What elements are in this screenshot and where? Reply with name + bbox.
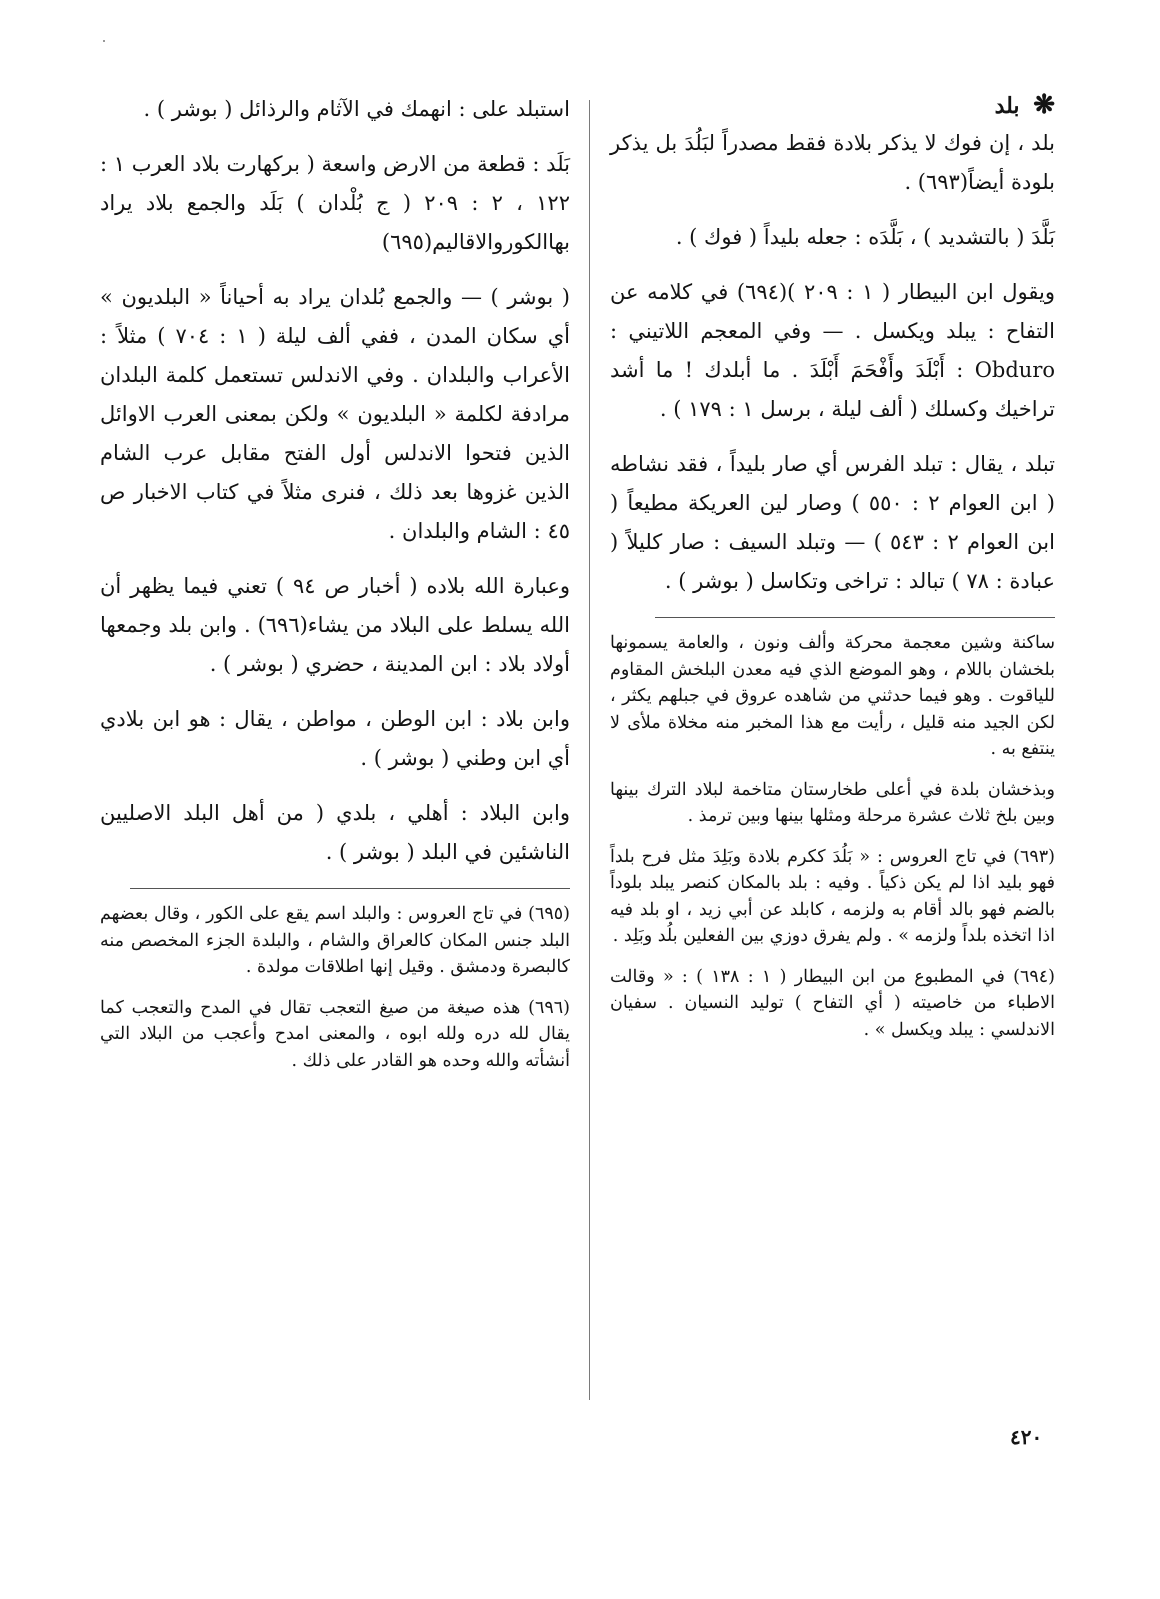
paragraph: استبلد على : انهمك في الآثام والرذائل ( بوشر ) . [143,97,570,121]
asterism-icon: ❋ [1033,90,1055,120]
paragraph: ويقول ابن البيطار ( ١ : ٢٠٩ )(٦٩٤) في كلامه عن التفاح : يبلد ويكسل . — وفي المعجم اللاتيني : Obduro : أَبْلَدَ وأَفْحَمَ أَبْلَدَ . ما أبلدك ! ما أشد تراخيك وكسلك ( ألف ليلة ، برسل ١ : ١٧٩ ) . [610,280,1055,421]
footnote-694: (٦٩٤) في المطبوع من ابن البيطار ( ١ : ١٣٨ ) : « وقالت الاطباء من خاصيته ( أي التفاح ) توليد النسيان . سفيان الاندلسي : يبلد ويكسل » . [610,966,1055,1040]
paragraph: ( بوشر ) — والجمع بُلدان يراد به أحياناً « البلديون » أي سكان المدن ، ففي ألف ليلة ( ١ : ٧٠٤ ) مثلاً : الأعراب والبلدان . وفي الاندلس تستعمل كلمة البلدان مرادفة لكلمة « البلديون » ولكن بمعنى العرب الاوائل الذين فتحوا الاندلس أول الفتح مقابل عرب الشام الذين غزوها بعد ذلك ، فنرى مثلاً في كتاب الاخبار ص ٤٥ : الشام والبلدان . [100,285,570,543]
paragraph: تبلد ، يقال : تبلد الفرس أي صار بليداً ، فقد نشاطه ( ابن العوام ٢ : ٥٥٠ ) وصار لين العريكة مطيعاً ( ابن العوام ٢ : ٥٤٣ ) — وتبلد السيف : صار كليلاً ( عبادة : ٧٨ ) تبالد : تراخى وتكاسل ( بوشر ) . [610,452,1055,593]
footnote-695: (٦٩٥) في تاج العروس : والبلد اسم يقع على الكور ، وقال بعضهم البلد جنس المكان كالعراق والشام ، والبلدة الجزء المخصص منه كالبصرة ودمشق . وقيل إنها اطلاقات مولدة . [100,904,570,977]
entry-header [610,90,1055,120]
footnote-693: (٦٩٣) في تاج العروس : « بَلُدَ ككرم بلادة وبَلِدَ مثل فرح بلداً فهو بليد اذا لم يكن ذكياً . وفيه : بلد بالمكان كنصر يبلد بلوداً بالضم فهو بالد أقام به ولزمه ، كابلد عن أبي زيد ، او بلد فيه اذا اتخذه بلداً ولزمه » . ولم يفرق دوزي بين الفعلين بلُد وبَلِد . [610,846,1055,946]
column-divider [589,100,590,1400]
paragraph: وابن بلاد : ابن الوطن ، مواطن ، يقال : هو ابن بلادي أي ابن وطني ( بوشر ) . [100,707,570,770]
paragraph: بَلَد : قطعة من الارض واسعة ( بركهارت بلاد العرب ١ : ١٢٢ ، ٢ : ٢٠٩ ( ج بُلْدان ) بَلَد والجمع بلاد يراد بهاالكوروالاقاليم(٦٩٥) [100,152,570,254]
page-number: ٤٢٠ [1010,1425,1043,1449]
entry-headword: بلد [994,93,1020,119]
right-column [610,90,1055,1057]
footnote: وبذخشان بلدة في أعلى طخارستان متاخمة لبلاد الترك بينها وبين بلخ ثلاث عشرة مرحلة ومثلها بينها وبين ترمذ . [610,779,1055,826]
left-column [100,90,570,1088]
footnote: ساكنة وشين معجمة محركة وألف ونون ، والعامة يسمونها بلخشان باللام ، وهو الموضع الذي فيه معدن البلخش المقاوم للياقوت . وهو فيما حدثني من شاهده عروق في جبلهم يكثر ، لكن الجيد منه قليل ، رأيت مع هذا المخبر منه مخلاة ملأى لا ينتفع به . [610,633,1055,759]
scan-speck [103,40,105,42]
paragraph: بلد ، إن فوك لا يذكر بلادة فقط مصدراً لبَلُدَ بل يذكر بلودة أيضاً(٦٩٣) . [610,131,1055,194]
paragraph: وعبارة الله بلاده ( أخبار ص ٩٤ ) تعني فيما يظهر أن الله يسلط على البلاد من يشاء(٦٩٦) . وابن بلد وجمعها أولاد بلاد : ابن المدينة ، حضري ( بوشر ) . [100,574,570,676]
footnote-separator [655,617,1055,618]
paragraph: بَلَّدَ ( بالتشديد ) ، بَلَّدَه : جعله بليداً ( فوك ) . [675,225,1055,249]
paragraph: وابن البلاد : أهلي ، بلدي ( من أهل البلد الاصليين الناشئين في البلد ( بوشر ) . [100,801,570,864]
footnote-separator [130,888,570,889]
footnote-696: (٦٩٦) هذه صيغة من صيغ التعجب تقال في المدح والتعجب كما يقال لله دره ولله ابوه ، والمعنى امدح وأعجب من البلاد التي أنشأته والله وحده هو القادر على ذلك . [100,997,570,1071]
